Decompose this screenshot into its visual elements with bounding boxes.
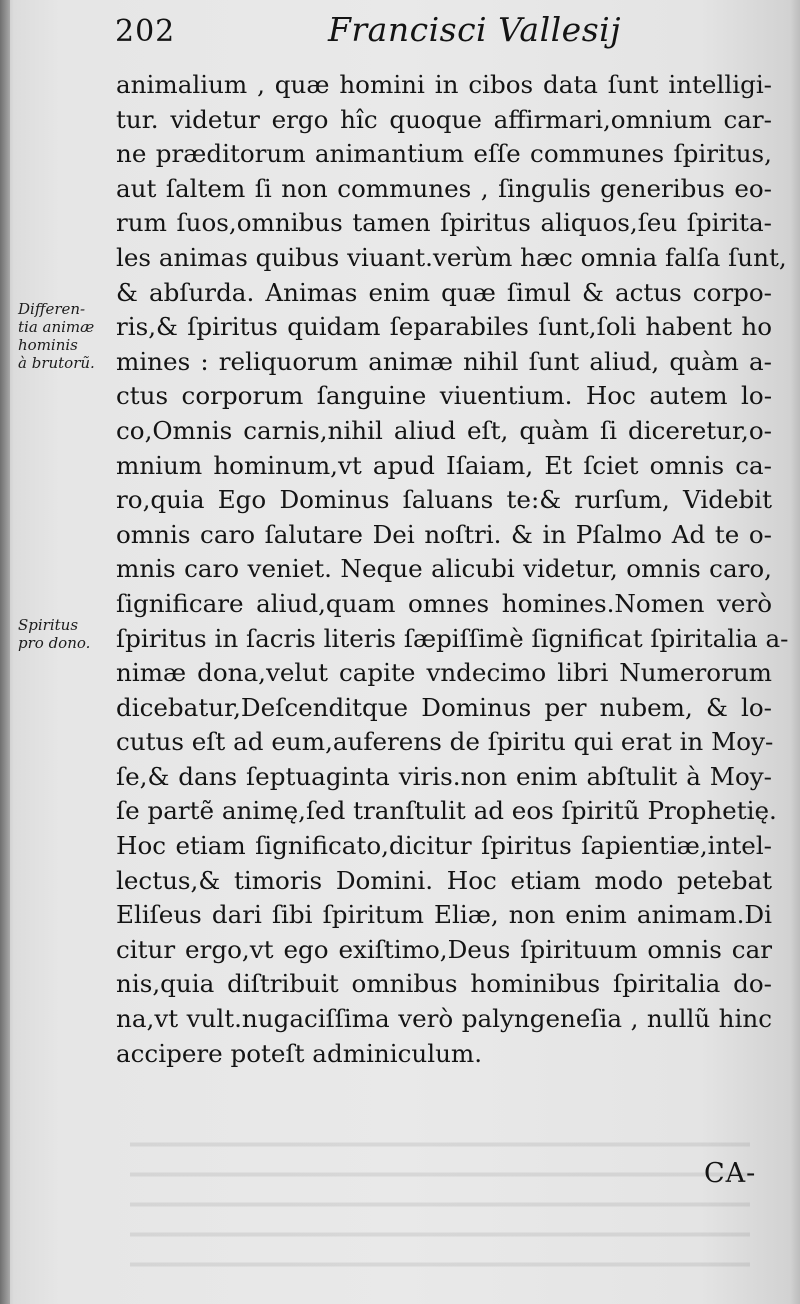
text-line: ne præditorum animantium eſſe communes ſpiritus, [116, 139, 772, 169]
margin-note-line: tia animæ [18, 318, 95, 336]
text-line: ſe,& dans ſeptuaginta viris.non enim abſtulit à Moy- [116, 761, 772, 791]
text-line: nis,quia diſtribuit omnibus hominibus ſpiritalia do- [116, 969, 772, 999]
text-line: les animas quibus viuant.verùm hæc omnia falſa ſunt, [116, 242, 787, 272]
text-line: ſe partẽ animę,ſed tranſtulit ad eos ſpiritũ Prophetię. [116, 796, 777, 826]
text-line: Hoc etiam ſignificato,dicitur ſpiritus ſapientiæ,intel- [116, 831, 772, 861]
page-number: 202 [115, 14, 176, 49]
body-text [116, 68, 789, 1071]
margin-note-line: à brutorũ. [18, 354, 95, 372]
text-line: nimæ dona,velut capite vndecimo libri Numerorum [116, 658, 772, 688]
catchword: CA- [704, 1158, 757, 1189]
running-head: Francisci Vallesij [328, 10, 621, 49]
margin-note-line: pro dono. [18, 634, 91, 652]
text-line: ro,quia Ego Dominus ſaluans te:& rurſum, Videbit [116, 485, 772, 515]
text-line: aut ſaltem ſi non communes , ſingulis generibus eo- [116, 173, 772, 203]
text-line: cutus eſt ad eum,auferens de ſpiritu qui erat in Moy- [116, 727, 774, 757]
text-line: na,vt vult.nugaciſſima verò palyngeneſia , nullũ hinc [116, 1004, 772, 1034]
text-line: co,Omnis carnis,nihil aliud eſt, quàm ſi diceretur,o- [116, 415, 772, 445]
text-line: animalium , quæ homini in cibos data ſunt intelligi- [116, 70, 772, 99]
margin-note-line: hominis [18, 336, 78, 354]
text-line: tur. videtur ergo hîc quoque affirmari,omnium car- [116, 104, 772, 134]
text-line: lectus,& timoris Domini. Hoc etiam modo petebat [116, 865, 772, 895]
bleed-through-shadow [130, 1130, 750, 1280]
text-line: Eliſeus dari ſibi ſpiritum Eliæ, non enim animam.Di [116, 900, 772, 930]
text-line: accipere poteſt adminiculum. [116, 1038, 483, 1068]
text-line: citur ergo,vt ego exiſtimo,Deus ſpirituum omnis car [116, 934, 772, 964]
text-line: & abſurda. Animas enim quæ ſimul & actus corpo- [116, 277, 772, 307]
text-line: ris,& ſpiritus quidam ſeparabiles ſunt,ſoli habent ho [116, 312, 772, 342]
text-line: mines : reliquorum animæ nihil ſunt aliud, quàm a- [116, 346, 772, 376]
text-line: dicebatur,Deſcenditque Dominus per nubem, & lo- [116, 692, 772, 722]
text-line: ſignificare aliud,quam omnes homines.Nomen verò [116, 588, 772, 618]
text-line: omnis caro ſalutare Dei noſtri. & in Pſalmo Ad te o- [116, 519, 772, 549]
margin-note-differentia [18, 300, 114, 372]
text-line: rum ſuos,omnibus tamen ſpiritus aliquos,ſeu ſpirita- [116, 208, 772, 238]
text-line: ſpiritus in ſacris literis ſæpiſſimè ſignificat ſpiritalia a- [116, 623, 789, 653]
margin-note-line: Differen- [18, 300, 86, 318]
text-line: ctus corporum ſanguine viuentium. Hoc autem lo- [116, 381, 772, 411]
margin-note-spiritus [18, 616, 114, 652]
text-line: mnis caro veniet. Neque alicubi videtur, omnis caro, [116, 554, 772, 584]
text-line: mnium hominum,vt apud Iſaiam, Et ſciet omnis ca- [116, 450, 772, 480]
page-gutter [0, 0, 10, 1304]
margin-note-line: Spiritus [18, 616, 79, 634]
